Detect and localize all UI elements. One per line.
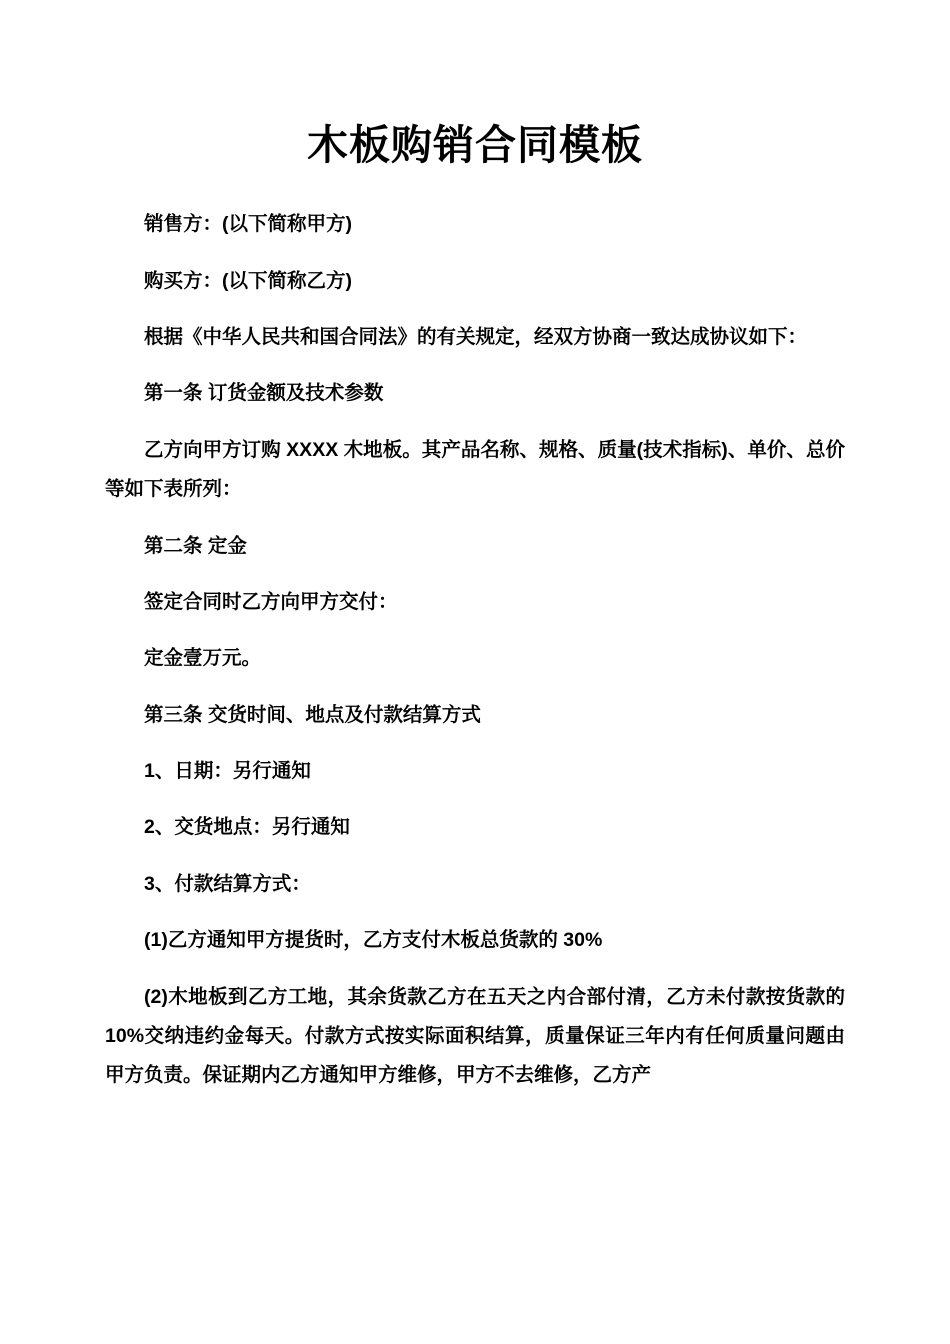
paragraph-deposit-amount: 定金壹万元。 xyxy=(144,647,262,670)
paragraph-buyer: 购买方：(以下简称乙方) xyxy=(144,269,352,292)
paragraph-item-3-sub-1: (1)乙方通知甲方提货时，乙方支付木板总货款的 30% xyxy=(144,929,603,952)
paragraph-article-2-heading: 第二条 定金 xyxy=(144,534,247,557)
paragraph-item-3-sub-2: (2)木地板到乙方工地，其余货款乙方在五天之内合部付清，乙方未付款按货款的 10%交纳违约金每天。付款方式按实际面积结算，质量保证三年内有任何质量问题由甲方负责。保证期内乙方通知甲方维修，甲方不去维修，乙方产 xyxy=(105,985,845,1087)
paragraph-item-1-date: 1、日期：另行通知 xyxy=(144,760,311,782)
paragraph-article-1-heading: 第一条 订货金额及技术参数 xyxy=(144,382,384,405)
paragraph-deposit-note: 签定合同时乙方向甲方交付： xyxy=(144,590,398,613)
paragraph-item-2-location: 2、交货地点：另行通知 xyxy=(144,816,350,839)
paragraph-article-1-body: 乙方向甲方订购 XXXX 木地板。其产品名称、规格、质量(技术指标)、单价、总价等如下表所列： xyxy=(105,438,845,501)
paragraph-article-3-heading: 第三条 交货时间、地点及付款结算方式 xyxy=(144,703,481,726)
page-title: 木板购销合同模板 xyxy=(307,122,643,168)
paragraph-preamble: 根据《中华人民共和国合同法》的有关规定，经双方协商一致达成协议如下： xyxy=(144,326,808,348)
paragraph-seller: 销售方：(以下简称甲方) xyxy=(144,213,352,236)
paragraph-item-3-payment: 3、付款结算方式： xyxy=(144,872,311,895)
